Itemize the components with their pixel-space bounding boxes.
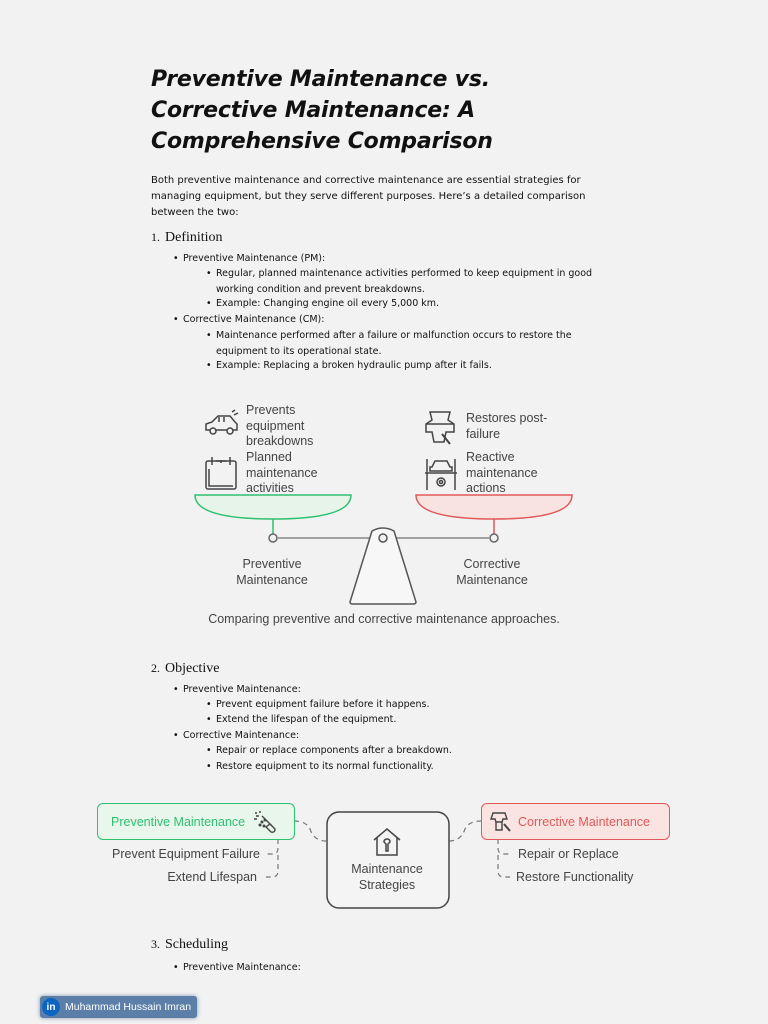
list-item-label: Preventive Maintenance: <box>183 962 301 973</box>
corrective-item: Restore Functionality <box>516 870 634 884</box>
corrective-item: Repair or Replace <box>518 847 619 861</box>
section-number: 1. <box>151 230 160 244</box>
preventive-item: Extend Lifespan <box>167 870 257 884</box>
section-heading-objective <box>151 661 219 677</box>
preventive-maintenance-box <box>97 803 295 840</box>
sub-list-item: • Maintenance performed after a failure or malfunction occurs to restore the equipment to its operational state. <box>206 328 601 359</box>
list-item-label: Corrective Maintenance (CM): <box>183 314 325 325</box>
linkedin-icon: in <box>42 998 60 1016</box>
corrective-maintenance-box <box>481 803 670 840</box>
list-item-label: Preventive Maintenance: <box>183 684 301 695</box>
section-heading-definition <box>151 230 223 246</box>
section-title: Scheduling <box>165 937 228 952</box>
sub-list-item-text: Extend the lifespan of the equipment. <box>216 714 397 725</box>
car-lift-icon <box>425 459 457 490</box>
list-item: • Preventive Maintenance: <box>173 962 301 973</box>
sub-list-item: • Extend the lifespan of the equipment. <box>206 712 601 728</box>
sub-list-item-text: Repair or replace components after a breakdown. <box>216 745 452 756</box>
author-name: Muhammad Hussain Imran <box>65 1001 192 1013</box>
preventive-box-title: Preventive Maintenance <box>111 814 246 829</box>
sub-list-item-text: Example: Changing engine oil every 5,000 km. <box>216 298 440 309</box>
sub-list-item-text: Maintenance performed after a failure or malfunction occurs to restore the equipment to its operational state. <box>216 330 572 357</box>
repair-tool-icon <box>489 810 513 834</box>
strategy-center-label: Maintenance Strategies <box>351 862 423 892</box>
sub-list-item-text: Restore equipment to its normal functionality. <box>216 761 434 772</box>
sub-list-item: • Example: Changing engine oil every 5,000 km. <box>206 296 601 312</box>
corrective-box-title: Corrective Maintenance <box>518 814 651 829</box>
page-title: Preventive Maintenance vs. Corrective Maintenance: A Comprehensive Comparison <box>151 67 493 154</box>
intro-paragraph: Both preventive maintenance and corrective maintenance are essential strategies for managing equipment, but they serve different purposes. Here’s a detailed comparison between the two: <box>151 175 586 218</box>
list-item-label: Preventive Maintenance (PM): <box>183 253 326 264</box>
diagram-caption: Comparing preventive and corrective maintenance approaches. <box>208 612 560 626</box>
car-icon <box>206 410 238 434</box>
left-pan <box>195 495 351 519</box>
planner-icon <box>206 457 236 489</box>
section-title: Objective <box>165 661 220 676</box>
sub-list-item: • Regular, planned maintenance activities performed to keep equipment in good working condition and prevent breakdowns. <box>206 266 601 297</box>
feature-label: Restores post-failure <box>466 411 548 441</box>
list-item: • Corrective Maintenance (CM): <box>173 314 325 325</box>
list-item: • Preventive Maintenance (PM): <box>173 253 326 264</box>
sub-list-item: • Prevent equipment failure before it happens. <box>206 697 601 713</box>
list-item-label: Corrective Maintenance: <box>183 730 300 741</box>
feature-label: Prevents equipment breakdowns <box>246 403 314 448</box>
balance-right-label: Corrective Maintenance <box>456 557 528 587</box>
sub-list-item-text: Prevent equipment failure before it happens. <box>216 699 430 710</box>
feature-label: Reactive maintenance actions <box>466 450 538 495</box>
section-title: Definition <box>165 230 223 245</box>
section-heading-scheduling <box>151 937 228 953</box>
author-badge[interactable] <box>40 996 197 1018</box>
sub-list-item: • Example: Replacing a broken hydraulic pump after it fails. <box>206 358 601 374</box>
spray-brush-icon <box>253 810 277 834</box>
right-pan <box>416 495 572 519</box>
list-item: • Preventive Maintenance: <box>173 684 301 695</box>
feature-label: Planned maintenance activities <box>246 450 318 495</box>
sub-list-item: • Restore equipment to its normal functionality. <box>206 759 601 775</box>
balance-diagram <box>0 395 768 615</box>
sub-list-item-text: Regular, planned maintenance activities performed to keep equipment in good working condition and prevent breakdowns. <box>216 268 593 295</box>
press-icon <box>426 412 454 444</box>
list-item: • Corrective Maintenance: <box>173 730 300 741</box>
preventive-item: Prevent Equipment Failure <box>112 847 260 861</box>
balance-left-label: Preventive Maintenance <box>236 557 308 587</box>
section-number: 2. <box>151 661 160 675</box>
sub-list-item: • Repair or replace components after a breakdown. <box>206 743 601 759</box>
sub-list-item-text: Example: Replacing a broken hydraulic pump after it fails. <box>216 360 492 371</box>
strategy-center-box <box>327 812 449 908</box>
section-number: 3. <box>151 937 160 951</box>
